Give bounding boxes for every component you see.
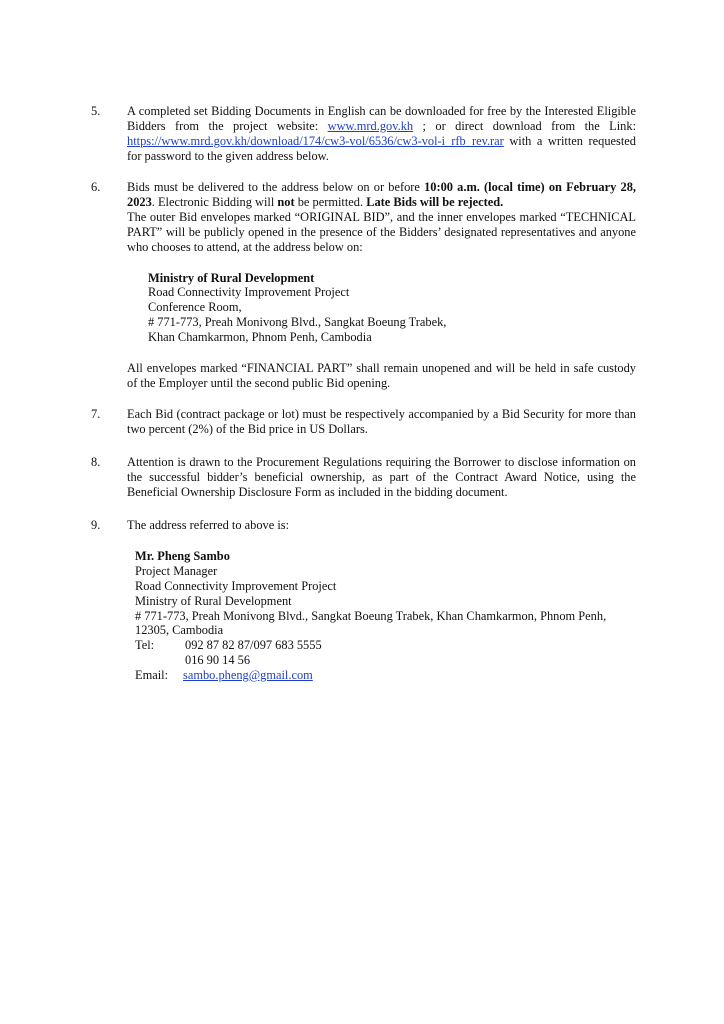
tel-number-1: 092 87 82 87/097 683 5555 — [185, 638, 322, 653]
tel-number-2: 016 90 14 56 — [185, 653, 251, 668]
item-number: 7. — [91, 407, 101, 421]
email-label: Email: — [135, 668, 169, 683]
website-link[interactable]: www.mrd.gov.kh — [327, 118, 414, 133]
item-8 — [91, 455, 636, 500]
email-link[interactable]: sambo.pheng@gmail.com — [183, 668, 313, 683]
item-8-body: Attention is drawn to the Procurement Regulations requiring the Borrower to disclose information on the successful bidder’s beneficial ownership, as part of the Contract Award Notice, using the Beneficial Ownership Disclosure Form as included in the bidding document. — [127, 455, 636, 499]
contact-name: Mr. Pheng Sambo — [135, 548, 230, 563]
item-6-para-1: Bids must be delivered to the address below on or before 10:00 a.m. (local time) on February 28, 2023. Electronic Bidding will not be permitted. Late Bids will be rejected. — [127, 180, 636, 209]
email-row — [135, 668, 636, 683]
item-6 — [91, 180, 636, 391]
item-6-para-2: The outer Bid envelopes marked “ORIGINAL BID”, and the inner envelopes marked “TECHNICAL PART” will be publicly opened in the presence of the Bidders’ designated representatives and anyone who chooses to attend, at the address below on: — [127, 209, 636, 254]
opening-address: Ministry of Rural Development Road Connectivity Improvement Project Conference Room, # 771-773, Preah Monivong Blvd., Sangkat Boeung Trabek, Khan Chamkarmon, Phnom Penh, Cambodia — [148, 270, 447, 345]
item-9 — [91, 518, 636, 683]
item-5-body: A completed set Bidding Documents in English can be downloaded for free by the Interested Eligible Bidders from the project website: www.mrd.gov.kh ; or direct download from the Link: https://www.mrd.gov.kh/download/174/cw3-vol/6536/cw3-vol-i_rfb_rev.rar with a written requested for password to the given address below. — [127, 104, 637, 163]
item-number: 6. — [91, 180, 101, 194]
item-5 — [91, 104, 636, 164]
contact-block: Mr. Pheng Sambo Project Manager Road Connectivity Improvement Project Ministry of Rural Development # 771-773, Preah Monivong Blvd., Sangkat Boeung Trabek, Khan Chamkarmon, Phnom Penh, 12305, Cambodia Tel: 092 87 82 87/097 683 5555 016 90 14 56 Email: sambo.pheng@gmail.com — [135, 549, 636, 683]
item-7 — [91, 407, 636, 437]
item-number: 9. — [91, 518, 101, 532]
tel-label: Tel: — [135, 638, 155, 653]
telephone-row — [135, 638, 636, 653]
item-6-body — [127, 180, 636, 391]
item-6-para-3: All envelopes marked “FINANCIAL PART” shall remain unopened and will be held in safe custody of the Employer until the second public Bid opening. — [127, 361, 636, 390]
item-9-body: The address referred to above is: Mr. Pheng Sambo Project Manager Road Connectivity Improvement Project Ministry of Rural Development # 771-773, Preah Monivong Blvd., Sangkat Boeung Trabek, Khan Chamkarmon, Phnom Penh, 12305, Cambodia Tel: 092 87 82 87/097 683 5555 016 90 14 56 Email: sambo.pheng@gmail.com — [127, 518, 636, 683]
contact-title: Project Manager — [135, 563, 218, 578]
item-7-body: Each Bid (contract package or lot) must be respectively accompanied by a Bid Security for more than two percent (2%) of the Bid price in US Dollars. — [127, 407, 636, 436]
item-number: 8. — [91, 455, 101, 469]
item-number: 5. — [91, 104, 101, 118]
download-link[interactable]: https://www.mrd.gov.kh/download/174/cw3-vol/6536/cw3-vol-i_rfb_rev.rar — [127, 133, 504, 148]
